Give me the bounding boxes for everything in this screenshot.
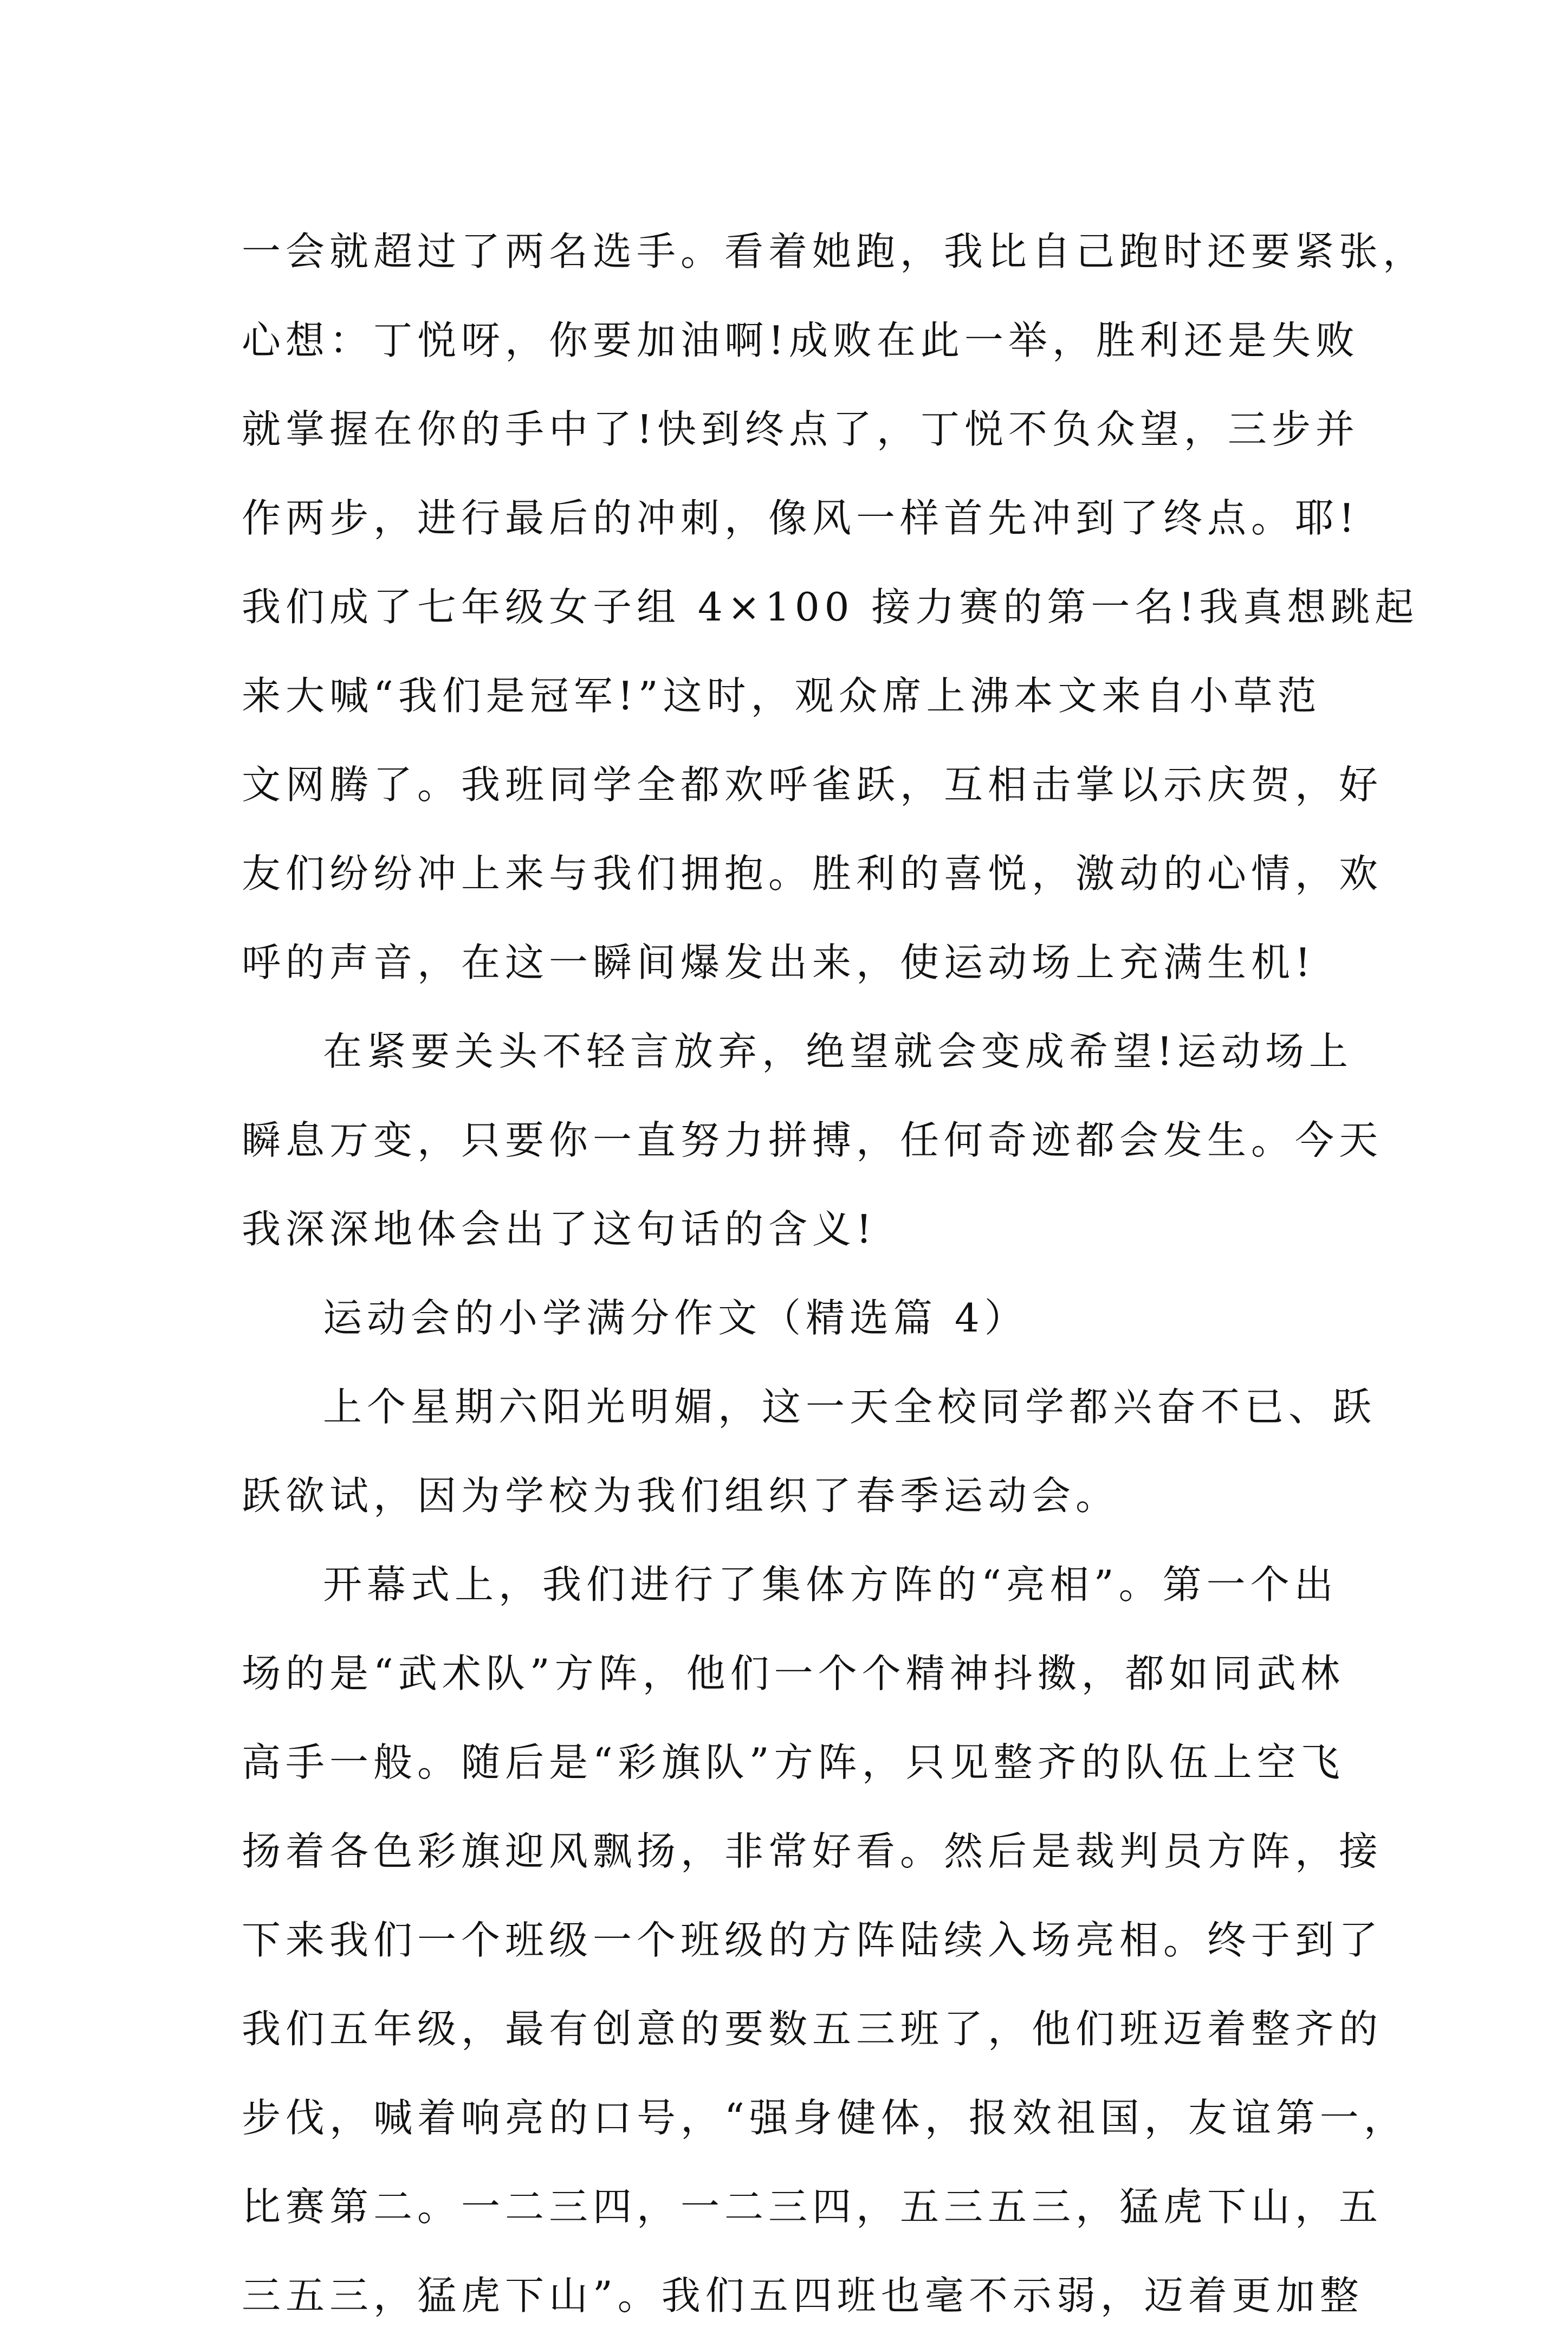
text-line: 跃欲试，因为学校为我们组织了春季运动会。: [242, 1473, 1120, 1518]
text-line: 步伐，喊着响亮的口号，“强身健体，报效祖国，友谊第一，: [242, 2095, 1408, 2141]
text-line: 下来我们一个班级一个班级的方阵陆续入场亮相。终于到了: [242, 1917, 1383, 1963]
paragraph-start-line: 在紧要关头不轻言放弃，绝望就会变成希望!运动场上: [323, 1029, 1353, 1074]
text-line: 场的是“武术队”方阵，他们一个个精神抖擞，都如同武林: [242, 1651, 1345, 1696]
text-line: 文网腾了。我班同学全都欢呼雀跃，互相击掌以示庆贺，好: [242, 762, 1383, 807]
text-line: 友们纷纷冲上来与我们拥抱。胜利的喜悦，激动的心情，欢: [242, 851, 1383, 896]
text-line: 呼的声音，在这一瞬间爆发出来，使运动场上充满生机!: [242, 940, 1316, 985]
paragraph-start-line: 上个星期六阳光明媚，这一天全校同学都兴奋不已、跃: [323, 1384, 1377, 1430]
text-line: 比赛第二。一二三四，一二三四，五三五三，猛虎下山，五: [242, 2184, 1383, 2229]
text-line: 我们五年级，最有创意的要数五三班了，他们班迈着整齐的: [242, 2006, 1383, 2052]
text-line: 心想：丁悦呀，你要加油啊!成败在此一举，胜利还是失败: [242, 318, 1359, 363]
text-line: 作两步，进行最后的冲刺，像风一样首先冲到了终点。耶!: [242, 495, 1359, 541]
text-line: 就掌握在你的手中了!快到终点了，丁悦不负众望，三步并: [242, 406, 1359, 452]
text-line: 高手一般。随后是“彩旗队”方阵，只见整齐的队伍上空飞: [242, 1740, 1345, 1785]
text-line: 来大喊“我们是冠军!”这时，观众席上沸本文来自小草范: [242, 673, 1321, 719]
text-line: 一会就超过了两名选手。看着她跑，我比自己跑时还要紧张，: [242, 229, 1427, 274]
body-text: [242, 207, 1427, 2340]
paragraph-start-line: 开幕式上，我们进行了集体方阵的“亮相”。第一个出: [323, 1562, 1338, 1607]
text-line: 我深深地体会出了这句话的含义!: [242, 1206, 877, 1252]
text-line: 我们成了七年级女子组 4×100 接力赛的第一名!我真想跳起: [242, 584, 1419, 630]
text-line: 扬着各色彩旗迎风飘扬，非常好看。然后是裁判员方阵，接: [242, 1828, 1383, 1874]
section-heading: 运动会的小学满分作文（精选篇 4）: [323, 1295, 1028, 1341]
text-line: 瞬息万变，只要你一直努力拼搏，任何奇迹都会发生。今天: [242, 1117, 1383, 1163]
text-line: 三五三，猛虎下山”。我们五四班也毫不示弱，迈着更加整: [242, 2273, 1364, 2318]
